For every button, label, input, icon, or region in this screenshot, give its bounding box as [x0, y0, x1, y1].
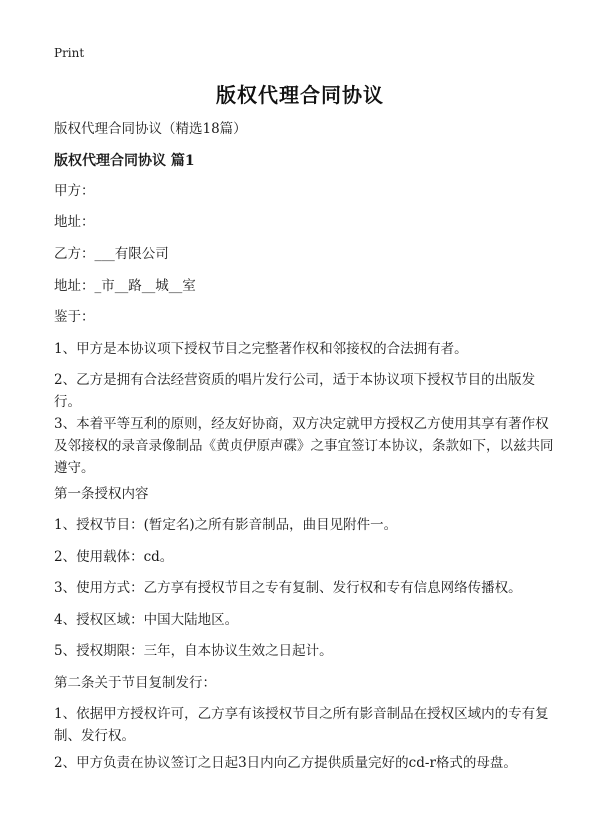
document-subtitle: 版权代理合同协议（精选18篇） — [54, 121, 247, 137]
print-link[interactable]: Print — [54, 46, 85, 60]
paragraph: 1、甲方是本协议项下授权节目之完整著作权和邻接权的合法拥有者。 — [54, 341, 468, 357]
article-heading: 第二条关于节目复制发行： — [54, 675, 216, 691]
document-title: 版权代理合同协议 — [216, 83, 384, 107]
paragraph: 2、使用载体：cd。 — [54, 549, 174, 565]
paragraph: 3、本着平等互利的原则，经友好协商，双方决定就甲方授权乙方使用其享有著作权及邻接权的录音录像制品《黄贞伊原声碟》之事宜签订本协议，条款如下，以兹共同遵守。 — [54, 416, 554, 476]
paragraph: 1、授权节目：(暂定名)之所有影音制品，曲目见附件一。 — [54, 517, 398, 533]
party-a-label: 甲方： — [54, 183, 95, 199]
party-b-address: 地址：_市__路__城__室 — [54, 278, 196, 294]
paragraph: 3、使用方式：乙方享有授权节目之专有复制、发行权和专有信息网络传播权。 — [54, 580, 522, 596]
party-a-address: 地址： — [54, 214, 95, 230]
paragraph: 2、乙方是拥有合法经营资质的唱片发行公司，适于本协议项下授权节目的出版发行。 — [54, 372, 536, 410]
paragraph: 5、授权期限：三年，自本协议生效之日起计。 — [54, 643, 333, 659]
whereas-label: 鉴于： — [54, 309, 95, 325]
paragraph: 4、授权区域：中国大陆地区。 — [54, 612, 239, 628]
article-heading: 第一条授权内容 — [54, 486, 149, 502]
paragraph: 1、依据甲方授权许可，乙方享有该授权节目之所有影音制品在授权区域内的专有复制、发行权。 — [54, 706, 549, 744]
party-b-label: 乙方：___有限公司 — [54, 246, 169, 262]
paragraph: 2、甲方负责在协议签订之日起3日内向乙方提供质量完好的cd-r格式的母盘。 — [54, 755, 517, 771]
section-heading: 版权代理合同协议 篇1 — [54, 153, 195, 169]
